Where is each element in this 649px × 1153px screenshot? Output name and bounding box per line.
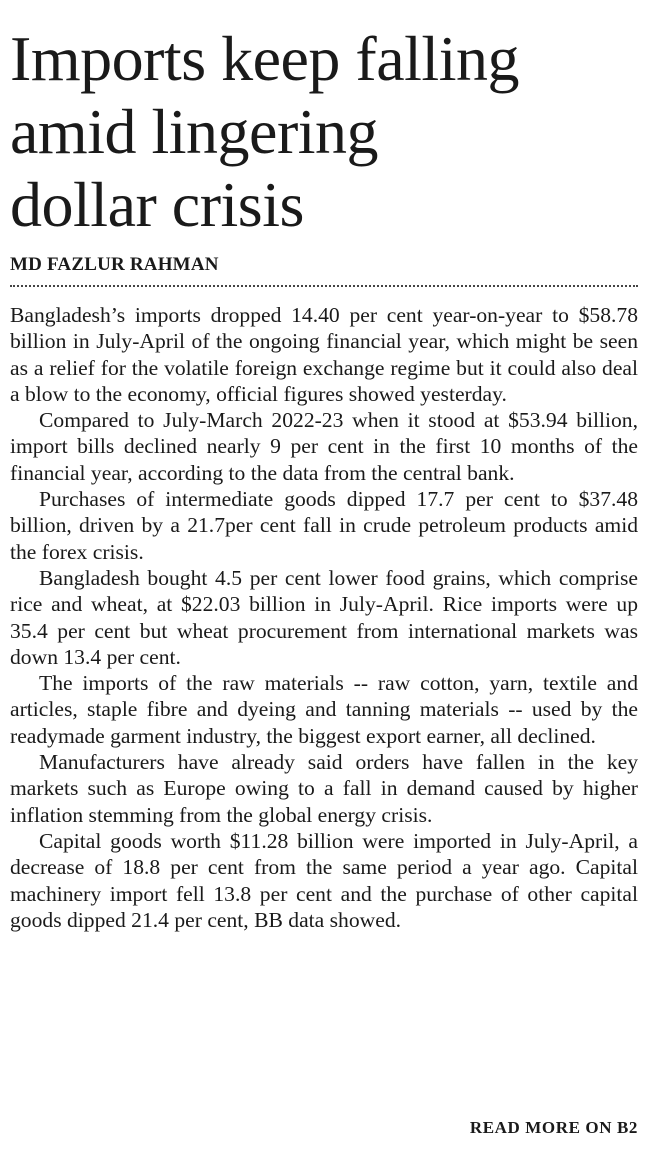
body-paragraph: Bangladesh’s imports dropped 14.40 per cent year-on-year to $58.78 billion in July-April of the ongoing financial year, which might be seen as a relief for the volatile foreign exchange regime but it could also deal a blow to the economy, official figures showed yesterday. (10, 303, 638, 406)
body-paragraph: Manufacturers have already said orders have fallen in the key markets such as Europe owing to a fall in demand caused by higher inflation stemming from the global energy crisis. (10, 750, 638, 827)
headline-line: dollar crisis (10, 169, 304, 240)
body-paragraph: Compared to July-March 2022-23 when it stood at $53.94 billion, import bills declined nearly 9 per cent in the first 10 months of the financial year, according to the data from the central bank. (10, 408, 638, 485)
headline-line: amid lingering (10, 96, 379, 167)
dotted-divider (10, 285, 638, 287)
body-paragraph: Bangladesh bought 4.5 per cent lower food grains, which comprise rice and wheat, at $22.03 billion in July-April. Rice imports were up 35.4 per cent but wheat procurement from international markets was down 13.4 per cent. (10, 565, 638, 669)
news-article (10, 0, 638, 933)
byline: MD FAZLUR RAHMAN (10, 254, 219, 275)
read-more-link[interactable]: READ MORE ON B2 (469, 1118, 638, 1137)
body-paragraph: Purchases of intermediate goods dipped 17.7 per cent to $37.48 billion, driven by a 21.7per cent fall in crude petroleum products amid the forex crisis. (10, 487, 638, 564)
headline (10, 0, 638, 241)
article-body (10, 302, 638, 933)
headline-line: Imports keep falling (10, 23, 519, 94)
body-paragraph: Capital goods worth $11.28 billion were imported in July-April, a decrease of 18.8 per cent from the same period a year ago. Capital machinery import fell 13.8 per cent and the purchase of other capital goods dipped 21.4 per cent, BB data showed. (10, 828, 638, 932)
body-paragraph: The imports of the raw materials -- raw cotton, yarn, textile and articles, staple fibre and dyeing and tanning materials -- used by the readymade garment industry, the biggest export earner, all declined. (10, 671, 638, 748)
